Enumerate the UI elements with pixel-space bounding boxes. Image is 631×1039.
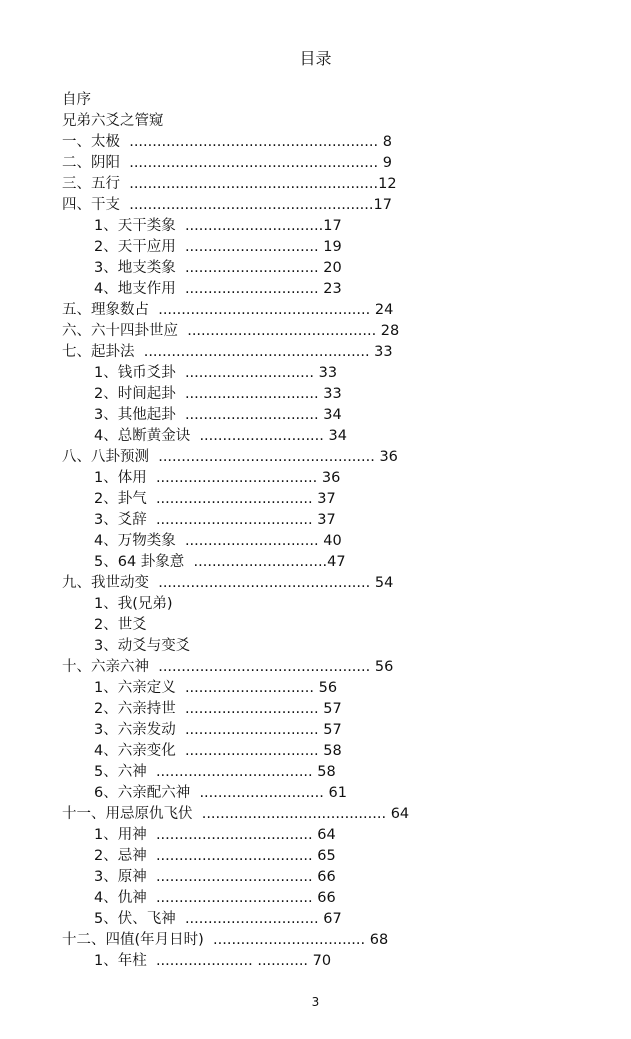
- toc-entry[interactable]: 自序: [62, 92, 91, 108]
- toc-entry[interactable]: 四、干支 .....................................................17: [62, 197, 392, 213]
- toc-subentry[interactable]: 4、地支作用 ............................. 23: [94, 281, 342, 297]
- page-title: 目录: [299, 49, 332, 68]
- toc-subentry[interactable]: 1、天干类象 ..............................17: [94, 218, 342, 234]
- toc-subentry[interactable]: 1、钱币爻卦 ............................ 33: [94, 365, 338, 381]
- toc-entry[interactable]: 九、我世动变 .............................................. 54: [62, 575, 394, 591]
- toc-subentry[interactable]: 3、爻辞 .................................. 37: [94, 512, 336, 528]
- toc-subentry[interactable]: 3、动爻与变爻: [94, 638, 191, 654]
- toc-subentry[interactable]: 4、仇神 .................................. 66: [94, 890, 336, 906]
- toc-subentry[interactable]: 3、原神 .................................. 66: [94, 869, 336, 885]
- toc-subentry[interactable]: 1、体用 ................................... 36: [94, 470, 341, 486]
- toc-subentry[interactable]: 1、年柱 ..................... ........... 70: [94, 953, 332, 969]
- toc-subentry[interactable]: 4、万物类象 ............................. 40: [94, 533, 342, 549]
- toc-entry[interactable]: 八、八卦预测 ............................................... 36: [62, 449, 398, 465]
- toc-entry[interactable]: 十一、用忌原仇飞伏 ........................................ 64: [62, 806, 410, 822]
- toc-subentry[interactable]: 1、我(兄弟): [94, 596, 173, 612]
- toc-subentry[interactable]: 4、六亲变化 ............................. 58: [94, 743, 342, 759]
- toc-subentry[interactable]: 6、六亲配六神 ........................... 61: [94, 785, 347, 801]
- toc-entry[interactable]: 五、理象数占 .............................................. 24: [62, 302, 394, 318]
- toc-subentry[interactable]: 5、六神 .................................. 58: [94, 764, 336, 780]
- toc-entry[interactable]: 七、起卦法 ................................................. 33: [62, 344, 393, 360]
- toc-entry[interactable]: 十、六亲六神 .............................................. 56: [62, 659, 394, 675]
- toc-subentry[interactable]: 2、时间起卦 ............................. 33: [94, 386, 342, 402]
- toc-subentry[interactable]: 3、其他起卦 ............................. 34: [94, 407, 342, 423]
- toc-subentry[interactable]: 4、总断黄金诀 ........................... 34: [94, 428, 347, 444]
- toc-subentry[interactable]: 1、用神 .................................. 64: [94, 827, 336, 843]
- toc-subentry[interactable]: 3、地支类象 ............................. 20: [94, 260, 342, 276]
- toc-subentry[interactable]: 5、64 卦象意 .............................47: [94, 554, 346, 570]
- toc-entry[interactable]: 兄弟六爻之管窥: [62, 113, 164, 129]
- toc-subentry[interactable]: 3、六亲发动 ............................. 57: [94, 722, 342, 738]
- toc-subentry[interactable]: 5、伏、飞神 ............................. 67: [94, 911, 342, 927]
- toc-subentry[interactable]: 2、忌神 .................................. 65: [94, 848, 336, 864]
- toc-subentry[interactable]: 2、世爻: [94, 617, 147, 633]
- toc-entry[interactable]: 二、阴阳 ...................................................... 9: [62, 155, 392, 171]
- toc-subentry[interactable]: 2、天干应用 ............................. 19: [94, 239, 342, 255]
- toc-subentry[interactable]: 2、六亲持世 ............................. 57: [94, 701, 342, 717]
- toc-entry[interactable]: 十二、四值(年月日时) ................................. 68: [62, 932, 389, 948]
- page-number: 3: [311, 995, 320, 1009]
- toc-entry[interactable]: 三、五行 ......................................................12: [62, 176, 397, 192]
- toc-subentry[interactable]: 1、六亲定义 ............................ 56: [94, 680, 338, 696]
- toc-subentry[interactable]: 2、卦气 .................................. 37: [94, 491, 336, 507]
- toc-entry[interactable]: 一、太极 ...................................................... 8: [62, 134, 392, 150]
- toc-entry[interactable]: 六、六十四卦世应 ......................................... 28: [62, 323, 400, 339]
